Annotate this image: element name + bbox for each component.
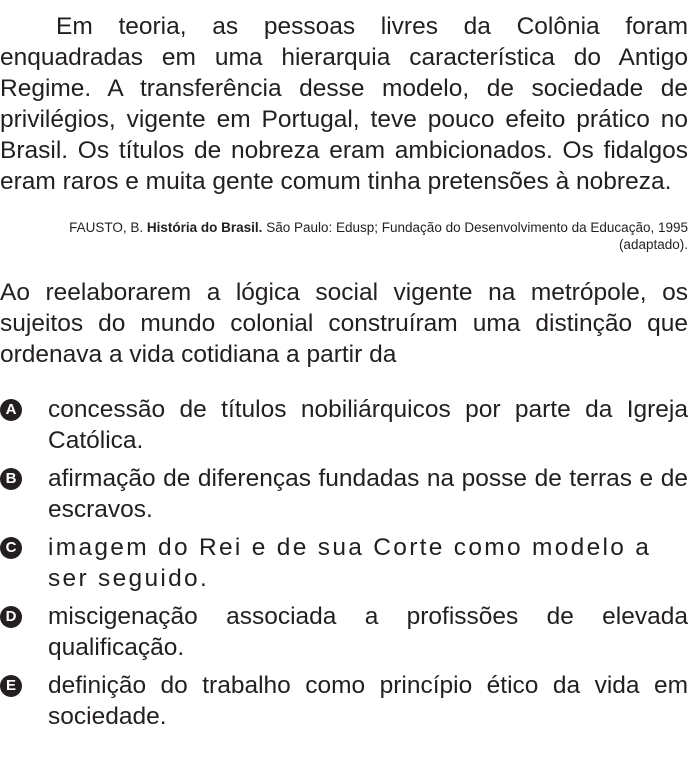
option-d-text: miscigenação associada a profissões de elevada qualificação. (48, 603, 688, 661)
option-c[interactable] (0, 532, 688, 594)
citation-title: História do Brasil. (146, 220, 263, 235)
option-a-text: concessão de títulos nobiliárquicos por parte da Igreja Católica. (48, 396, 688, 454)
answer-options (0, 394, 688, 732)
option-e[interactable] (0, 670, 688, 732)
option-b-text: afirmação de diferenças fundadas na posse de terras e de escravos. (48, 465, 688, 523)
option-b[interactable] (0, 463, 688, 525)
option-d[interactable] (0, 601, 688, 663)
citation (0, 219, 688, 253)
citation-author: FAUSTO, B. (69, 220, 144, 235)
option-c-text: imagem do Rei e de sua Corte como modelo a ser seguido. (48, 534, 652, 592)
option-d-letter-badge: D (0, 606, 22, 628)
source-passage: Em teoria, as pessoas livres da Colônia foram enquadradas em uma hierarquia característica do Antigo Regime. A transferência desse modelo, de sociedade de privilégios, vigente em Portugal, teve pouco efeito prático no Brasil. Os títulos de nobreza eram ambicionados. Os fidalgos eram raros e muita gente comum tinha pretensões à nobreza. (0, 13, 688, 195)
question-stem: Ao reelaborarem a lógica social vigente na metrópole, os sujeitos do mundo colonial construíram uma distinção que ordenava a vida cotidiana a partir da (0, 279, 688, 368)
option-a[interactable] (0, 394, 688, 456)
citation-details: São Paulo: Edusp; Fundação do Desenvolvimento da Educação, 1995 (adaptado). (266, 220, 688, 252)
option-c-letter-badge: C (0, 537, 22, 559)
option-b-letter-badge: B (0, 468, 22, 490)
option-e-letter-badge: E (0, 675, 22, 697)
option-e-text: definição do trabalho como princípio ético da vida em sociedade. (48, 672, 688, 730)
option-a-letter-badge: A (0, 399, 22, 421)
